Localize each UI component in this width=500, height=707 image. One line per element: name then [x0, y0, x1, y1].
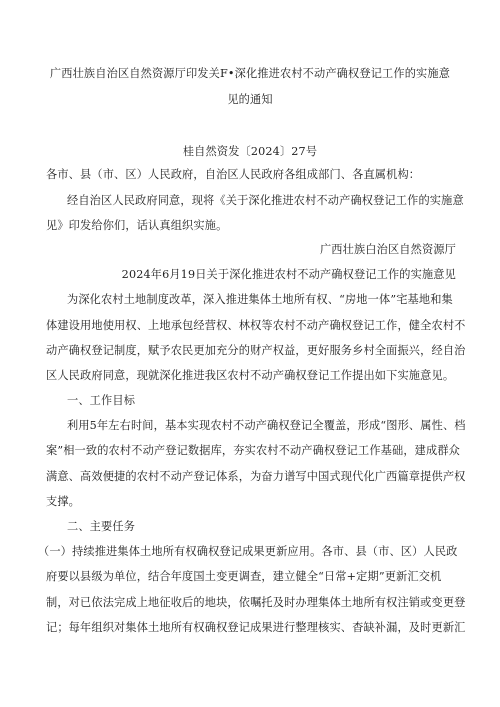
document-title-line-2: 见的通知	[227, 93, 273, 106]
paragraph-1-line-4: 区人民政府同意，现就深化推进我区农村不动产确权登记工作提出如下实施意见。	[46, 369, 455, 382]
paragraph-3-line-3: 制，对已依法完成上地征收后的地块，依嘱托及时办理集体土地所有权注销或变更登	[46, 596, 466, 609]
paragraph-3-line-1: （一）持续推进集体土地所有权确权登记成果更新应用。各市、县（市、区）人民政	[38, 545, 458, 558]
paragraph-2-line-3: 满意、高效便捷的农村不动产登记体系，为奋力谱写中国式现代化广西篇章提供产权	[46, 470, 466, 483]
paragraph-1-line-3: 动产确权登记制度，赋予农民更加充分的财产权益，更好服务乡村全面振兴，经自治	[46, 344, 466, 357]
paragraph-1-line-2: 体建设用地使用权、上地承包经营权、林权等农村不动产确权登记工作，健全农村不	[46, 319, 466, 332]
date-heading: 2024年6月19日关于深化推进农村不动产确权登记工作的实施意见	[121, 268, 456, 281]
paragraph-3-line-4: 记；每年组织对集体土地所有权确权登记成果进行整理核实、杳缺补漏，及时更新汇	[46, 621, 466, 634]
document-number: 桂自然资发〔2024〕27号	[182, 145, 318, 158]
paragraph-2-line-4: 支撑。	[46, 495, 81, 508]
paragraph-1-line-1: 为深化农村土地制度改革，深入推进集体土地所有权、“房地一体”宅基地和集	[67, 293, 453, 306]
intro-line-2: 见》印发给你们，话认真组织实施。	[46, 219, 228, 232]
paragraph-3-line-2: 府要以县级为单位，结合年度国土变更调查，建立健全“日常+定期”更新汇交机	[46, 570, 442, 583]
paragraph-2-line-1: 利用5年左右时间，基本实现农村不动产确权登记全覆盖，形成“图形、属性、档	[67, 419, 466, 432]
document-title-line-1: 广西壮族自治区自然资源厅印发关F•深化推进农村不动产确权登记工作的实施意	[49, 67, 451, 80]
issuer: 广西壮族白治区自然资源厅	[319, 243, 456, 256]
intro-line-1: 经自治区人民政府同意，现将《关于深化推进农村不动产确权登记工作的实施意	[67, 194, 464, 207]
section-1-heading: 一、工作目标	[67, 394, 136, 407]
salutation: 各市、县（市、区）人民政府，自治区人民政府各组成部门、各直属机构：	[46, 168, 421, 181]
paragraph-2-line-2: 案”相一致的农村不动产登记数据库，夯实农村不动产确权登记工作基础，建成群众	[46, 444, 461, 457]
section-2-heading: 二、主要任务	[67, 520, 136, 533]
